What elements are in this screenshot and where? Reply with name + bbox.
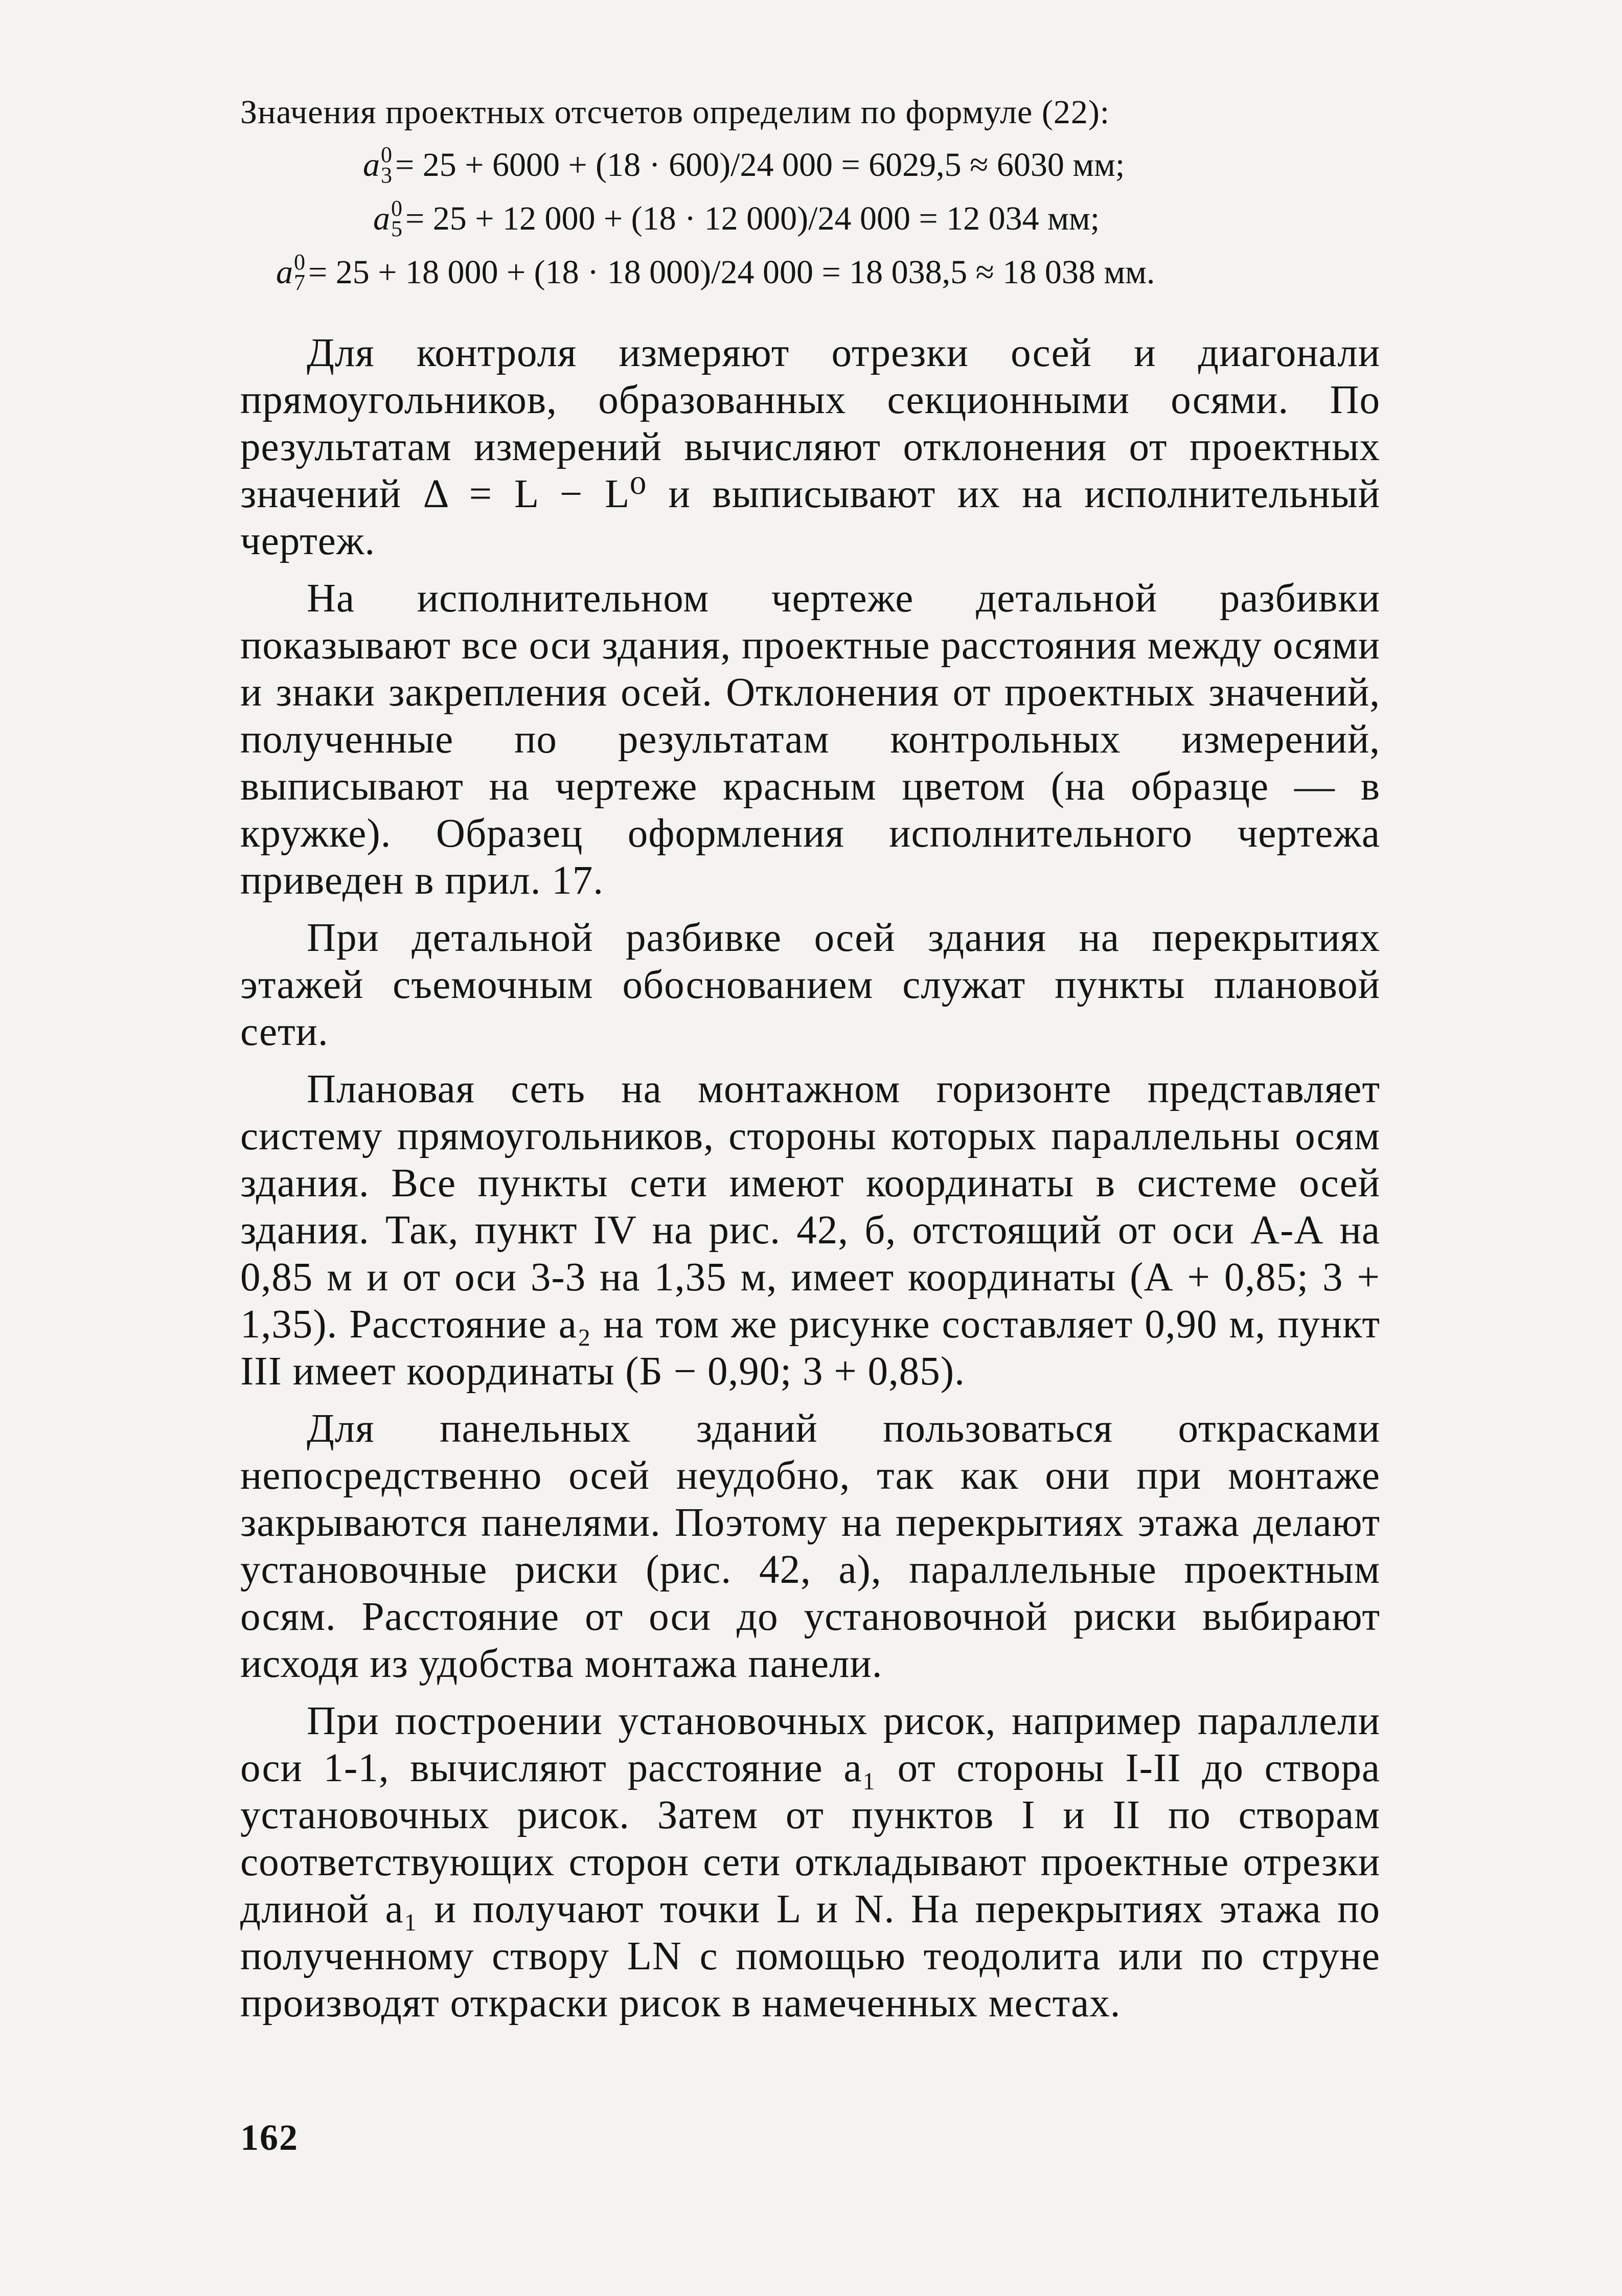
- formula-index: 0 3: [381, 142, 392, 188]
- paragraph-executive-drawing: На исполнительном чертеже детальной разбивки показывают все оси здания, проектные расстояния между осями и знаки закрепления осей. Отклонения от проектных значений, полученные по результатам контрольных измерений, выписывают на чертеже красным цветом (на образце — в кружке). Образец оформления исполнительного чертежа приведен в прил. 17.: [240, 576, 1380, 903]
- page-number: 162: [240, 2117, 299, 2158]
- formula-expression: = 25 + 12 000 + (18 · 12 000)/24 000 = 12 034 мм;: [405, 200, 1100, 237]
- formula-a5: [240, 192, 1380, 245]
- page-content: [240, 87, 1380, 2037]
- formula-index: 0 5: [391, 195, 402, 241]
- body-text: [240, 330, 1380, 2027]
- paragraph-setting-marks: При построении установочных рисок, например параллели оси 1-1, вычисляют расстояние a₁ от стороны I-II до створа установочных рисок. Затем от пунктов I и II по створам соответствующих сторон сети откладывают проектные отрезки длиной a₁ и получают точки L и N. На перекрытиях этажа по полученному створу LN с помощью теодолита или по струне производят откраски рисок в намеченных местах.: [240, 1699, 1380, 2026]
- formula-a7: [240, 245, 1380, 299]
- formula-expression: = 25 + 18 000 + (18 · 18 000)/24 000 = 18 038,5 ≈ 18 038 мм.: [308, 254, 1155, 291]
- formula-var: a: [373, 200, 390, 237]
- paragraph-survey-basis: При детальной разбивке осей здания на перекрытиях этажей съемочным обоснованием служат пункты плановой сети.: [240, 916, 1380, 1054]
- paragraph-plan-network: Плановая сеть на монтажном горизонте представляет систему прямоугольников, стороны которых параллельны осям здания. Все пункты сети имеют координаты в системе осей здания. Так, пункт IV на рис. 42, б, отстоящий от оси А-А на 0,85 м и от оси 3-3 на 1,35 м, имеет координаты (А + 0,85; 3 + 1,35). Расстояние a₂ на том же рисунке составляет 0,90 м, пункт III имеет координаты (Б − 0,90; 3 + 0,85).: [240, 1067, 1380, 1394]
- intro-line: Значения проектных отсчетов определим по формуле (22):: [240, 94, 1110, 131]
- paragraph-panel-buildings: Для панельных зданий пользоваться открасками непосредственно осей неудобно, так как они при монтаже закрываются панелями. Поэтому на перекрытиях этажа делают установочные риски (рис. 42, а), параллельные проектным осям. Расстояние от оси до установочной риски выбирают исходя из удобства монтажа панели.: [240, 1406, 1380, 1686]
- formula-expression: = 25 + 6000 + (18 · 600)/24 000 = 6029,5 ≈ 6030 мм;: [395, 146, 1125, 184]
- formula-a3: [240, 138, 1380, 192]
- formula-var: a: [276, 254, 293, 291]
- paragraph-control: Для контроля измеряют отрезки осей и диагонали прямоугольников, образованных секционными осями. По результатам измерений вычисляют отклонения от проектных значений Δ = L − L⁰ и выписывают их на исполнительный чертеж.: [240, 331, 1380, 563]
- formula-block: [240, 138, 1380, 299]
- formula-index: 0 7: [294, 249, 305, 295]
- formula-var: a: [363, 146, 380, 184]
